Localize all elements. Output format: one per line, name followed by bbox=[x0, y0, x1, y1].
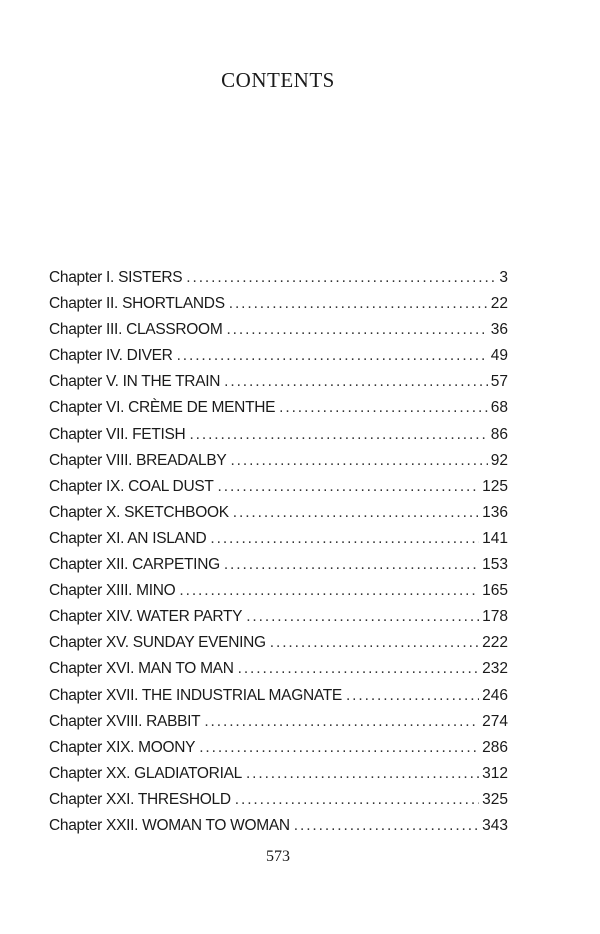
toc-entry-title: Chapter IV. DIVER bbox=[49, 347, 173, 365]
toc-entry-title: Chapter XXI. THRESHOLD bbox=[49, 790, 231, 808]
toc-entry-page: 222 bbox=[482, 634, 508, 652]
toc-entry-page: 68 bbox=[490, 399, 508, 417]
toc-entry-page: 57 bbox=[490, 373, 508, 391]
dot-leader bbox=[270, 630, 479, 656]
toc-entry[interactable] bbox=[49, 526, 508, 552]
toc-entry-title: Chapter XIII. MINO bbox=[49, 582, 176, 600]
toc-entry-page: 286 bbox=[482, 738, 508, 756]
toc-entry-page: 141 bbox=[482, 529, 508, 547]
toc-entry[interactable] bbox=[49, 787, 508, 813]
toc-entry[interactable] bbox=[49, 552, 508, 578]
toc-entry[interactable] bbox=[49, 395, 508, 421]
dot-leader bbox=[346, 683, 479, 709]
toc-entry[interactable] bbox=[49, 761, 508, 787]
toc-entry-title: Chapter XIX. MOONY bbox=[49, 738, 196, 756]
toc-entry-page: 325 bbox=[482, 790, 508, 808]
toc-entry[interactable] bbox=[49, 735, 508, 761]
toc-entry-page: 165 bbox=[482, 582, 508, 600]
page-title: CONTENTS bbox=[221, 68, 335, 92]
dot-leader bbox=[246, 604, 479, 630]
toc-entry-page: 136 bbox=[482, 503, 508, 521]
toc-entry-page: 86 bbox=[490, 425, 508, 443]
dot-leader bbox=[210, 526, 479, 552]
toc-entry-title: Chapter V. IN THE TRAIN bbox=[49, 373, 221, 391]
toc-entry[interactable] bbox=[49, 683, 508, 709]
toc-entry[interactable] bbox=[49, 343, 508, 369]
toc-entry[interactable] bbox=[49, 291, 508, 317]
toc-entry-title: Chapter VI. CRÈME DE MENTHE bbox=[49, 399, 276, 417]
toc-entry-page: 153 bbox=[482, 556, 508, 574]
toc-entry-page: 49 bbox=[490, 347, 508, 365]
dot-leader bbox=[246, 761, 479, 787]
table-of-contents bbox=[49, 265, 508, 839]
toc-entry[interactable] bbox=[49, 813, 508, 839]
dot-leader bbox=[224, 369, 488, 395]
dot-leader bbox=[218, 474, 480, 500]
toc-entry[interactable] bbox=[49, 578, 508, 604]
dot-leader bbox=[189, 422, 487, 448]
toc-entry-title: Chapter XVIII. RABBIT bbox=[49, 712, 201, 730]
toc-entry[interactable] bbox=[49, 422, 508, 448]
toc-entry[interactable] bbox=[49, 474, 508, 500]
toc-entry-title: Chapter VIII. BREADALBY bbox=[49, 451, 227, 469]
toc-entry-page: 36 bbox=[490, 321, 508, 339]
toc-entry-title: Chapter XXII. WOMAN TO WOMAN bbox=[49, 816, 290, 834]
toc-entry-title: Chapter X. SKETCHBOOK bbox=[49, 503, 229, 521]
toc-entry-page: 232 bbox=[482, 660, 508, 678]
dot-leader bbox=[179, 578, 479, 604]
toc-entry[interactable] bbox=[49, 265, 508, 291]
dot-leader bbox=[230, 448, 487, 474]
dot-leader bbox=[233, 500, 479, 526]
toc-entry-title: Chapter XV. SUNDAY EVENING bbox=[49, 634, 266, 652]
toc-entry[interactable] bbox=[49, 656, 508, 682]
toc-entry-title: Chapter XVII. THE INDUSTRIAL MAGNATE bbox=[49, 686, 342, 704]
toc-entry-page: 246 bbox=[482, 686, 508, 704]
dot-leader bbox=[294, 813, 479, 839]
toc-entry-title: Chapter XX. GLADIATORIAL bbox=[49, 764, 242, 782]
toc-entry-page: 343 bbox=[482, 816, 508, 834]
toc-entry-page: 22 bbox=[490, 295, 508, 313]
dot-leader bbox=[226, 317, 487, 343]
toc-entry-page: 92 bbox=[490, 451, 508, 469]
toc-entry[interactable] bbox=[49, 369, 508, 395]
toc-entry-title: Chapter XVI. MAN TO MAN bbox=[49, 660, 234, 678]
dot-leader bbox=[186, 265, 496, 291]
dot-leader bbox=[235, 787, 479, 813]
toc-entry-title: Chapter IX. COAL DUST bbox=[49, 477, 214, 495]
dot-leader bbox=[224, 552, 479, 578]
toc-entry-title: Chapter I. SISTERS bbox=[49, 269, 183, 286]
toc-entry-page: 3 bbox=[499, 269, 508, 286]
dot-leader bbox=[199, 735, 479, 761]
toc-entry-title: Chapter III. CLASSROOM bbox=[49, 321, 223, 339]
toc-entry[interactable] bbox=[49, 604, 508, 630]
toc-entry[interactable] bbox=[49, 630, 508, 656]
page-number: 573 bbox=[266, 848, 290, 865]
toc-entry[interactable] bbox=[49, 317, 508, 343]
toc-entry[interactable] bbox=[49, 500, 508, 526]
dot-leader bbox=[204, 709, 479, 735]
toc-entry-page: 312 bbox=[482, 764, 508, 782]
dot-leader bbox=[177, 343, 488, 369]
toc-entry-title: Chapter VII. FETISH bbox=[49, 425, 186, 443]
dot-leader bbox=[238, 656, 480, 682]
dot-leader bbox=[279, 395, 488, 421]
toc-entry[interactable] bbox=[49, 448, 508, 474]
toc-entry-page: 125 bbox=[482, 477, 508, 495]
toc-entry-page: 274 bbox=[482, 712, 508, 730]
toc-entry-page: 178 bbox=[482, 608, 508, 626]
toc-entry-title: Chapter XIV. WATER PARTY bbox=[49, 608, 243, 626]
toc-entry-title: Chapter XII. CARPETING bbox=[49, 556, 220, 574]
toc-entry-title: Chapter II. SHORTLANDS bbox=[49, 295, 225, 313]
toc-entry-title: Chapter XI. AN ISLAND bbox=[49, 529, 207, 547]
dot-leader bbox=[229, 291, 488, 317]
toc-entry[interactable] bbox=[49, 709, 508, 735]
